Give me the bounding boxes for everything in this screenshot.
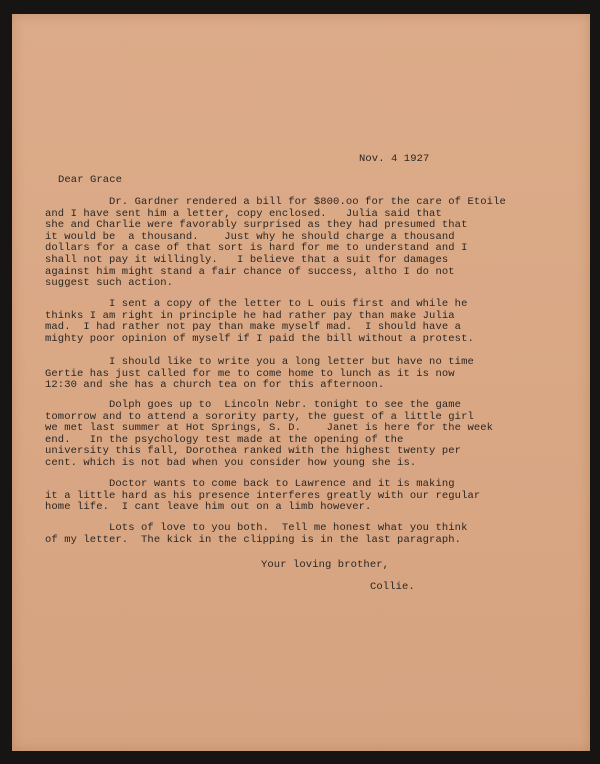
- text-line: dollars for a case of that sort is hard for me to understand and I: [45, 242, 468, 255]
- text-line: it a little hard as his presence interferes greatly with our regular: [45, 489, 481, 502]
- paragraph-gardner-bill: [45, 197, 506, 290]
- text-line: Lots of love to you both. Tell me honest what you think: [45, 522, 468, 534]
- paragraph-lunch: [45, 357, 474, 392]
- paragraph-dolph: [45, 400, 493, 470]
- text-line: Dolph goes up to Lincoln Nebr. tonight to see the game: [45, 399, 462, 411]
- text-line: mighty poor opinion of myself if I paid the bill without a protest.: [45, 332, 474, 345]
- paragraph-louis: [45, 299, 474, 345]
- text-line: tomorrow and to attend a sorority party, the guest of a little girl: [45, 410, 474, 423]
- text-line: it would be a thousand. Just why he should charge a thousand: [45, 230, 455, 243]
- text-line: we met last summer at Hot Springs, S. D. Janet is here for the week: [45, 422, 494, 435]
- text-line: mad. I had rather not pay than make myself mad. I should have a: [45, 321, 462, 334]
- paragraph-love: [45, 523, 467, 546]
- text-line: shall not pay it willingly. I believe that a suit for damages: [45, 253, 449, 266]
- signature: Collie.: [370, 581, 415, 593]
- text-line: end. In the psychology test made at the opening of the: [45, 433, 404, 446]
- text-line: of my letter. The kick in the clipping is in the last paragraph.: [45, 533, 462, 546]
- text-line: university this fall, Dorothea ranked with the highest twenty per: [45, 445, 462, 458]
- letter-date: Nov. 4 1927: [359, 153, 430, 165]
- text-line: Doctor wants to come back to Lawrence and it is making: [45, 478, 455, 490]
- text-line: against him might stand a fair chance of success, altho I do not: [45, 265, 455, 278]
- text-line: cent. which is not bad when you consider how young she is.: [45, 456, 417, 469]
- text-line: home life. I cant leave him out on a limb however.: [45, 501, 372, 514]
- salutation: Dear Grace: [58, 174, 123, 186]
- closing: Your loving brother,: [261, 559, 390, 571]
- text-line: suggest such action.: [45, 277, 174, 290]
- text-line: Dr. Gardner rendered a bill for $800.oo for the care of Etoile: [45, 196, 506, 208]
- text-line: thinks I am right in principle he had rather pay than make Julia: [45, 309, 455, 322]
- text-line: Gertie has just called for me to come home to lunch as it is now: [45, 367, 455, 380]
- text-line: I should like to write you a long letter but have no time: [45, 356, 474, 368]
- text-line: I sent a copy of the letter to L ouis first and while he: [45, 298, 468, 310]
- paragraph-doctor: [45, 479, 480, 514]
- text-line: she and Charlie were favorably surprised as they had presumed that: [45, 219, 468, 232]
- text-line: 12:30 and she has a church tea on for this afternoon.: [45, 379, 385, 392]
- text-line: and I have sent him a letter, copy enclosed. Julia said that: [45, 207, 442, 220]
